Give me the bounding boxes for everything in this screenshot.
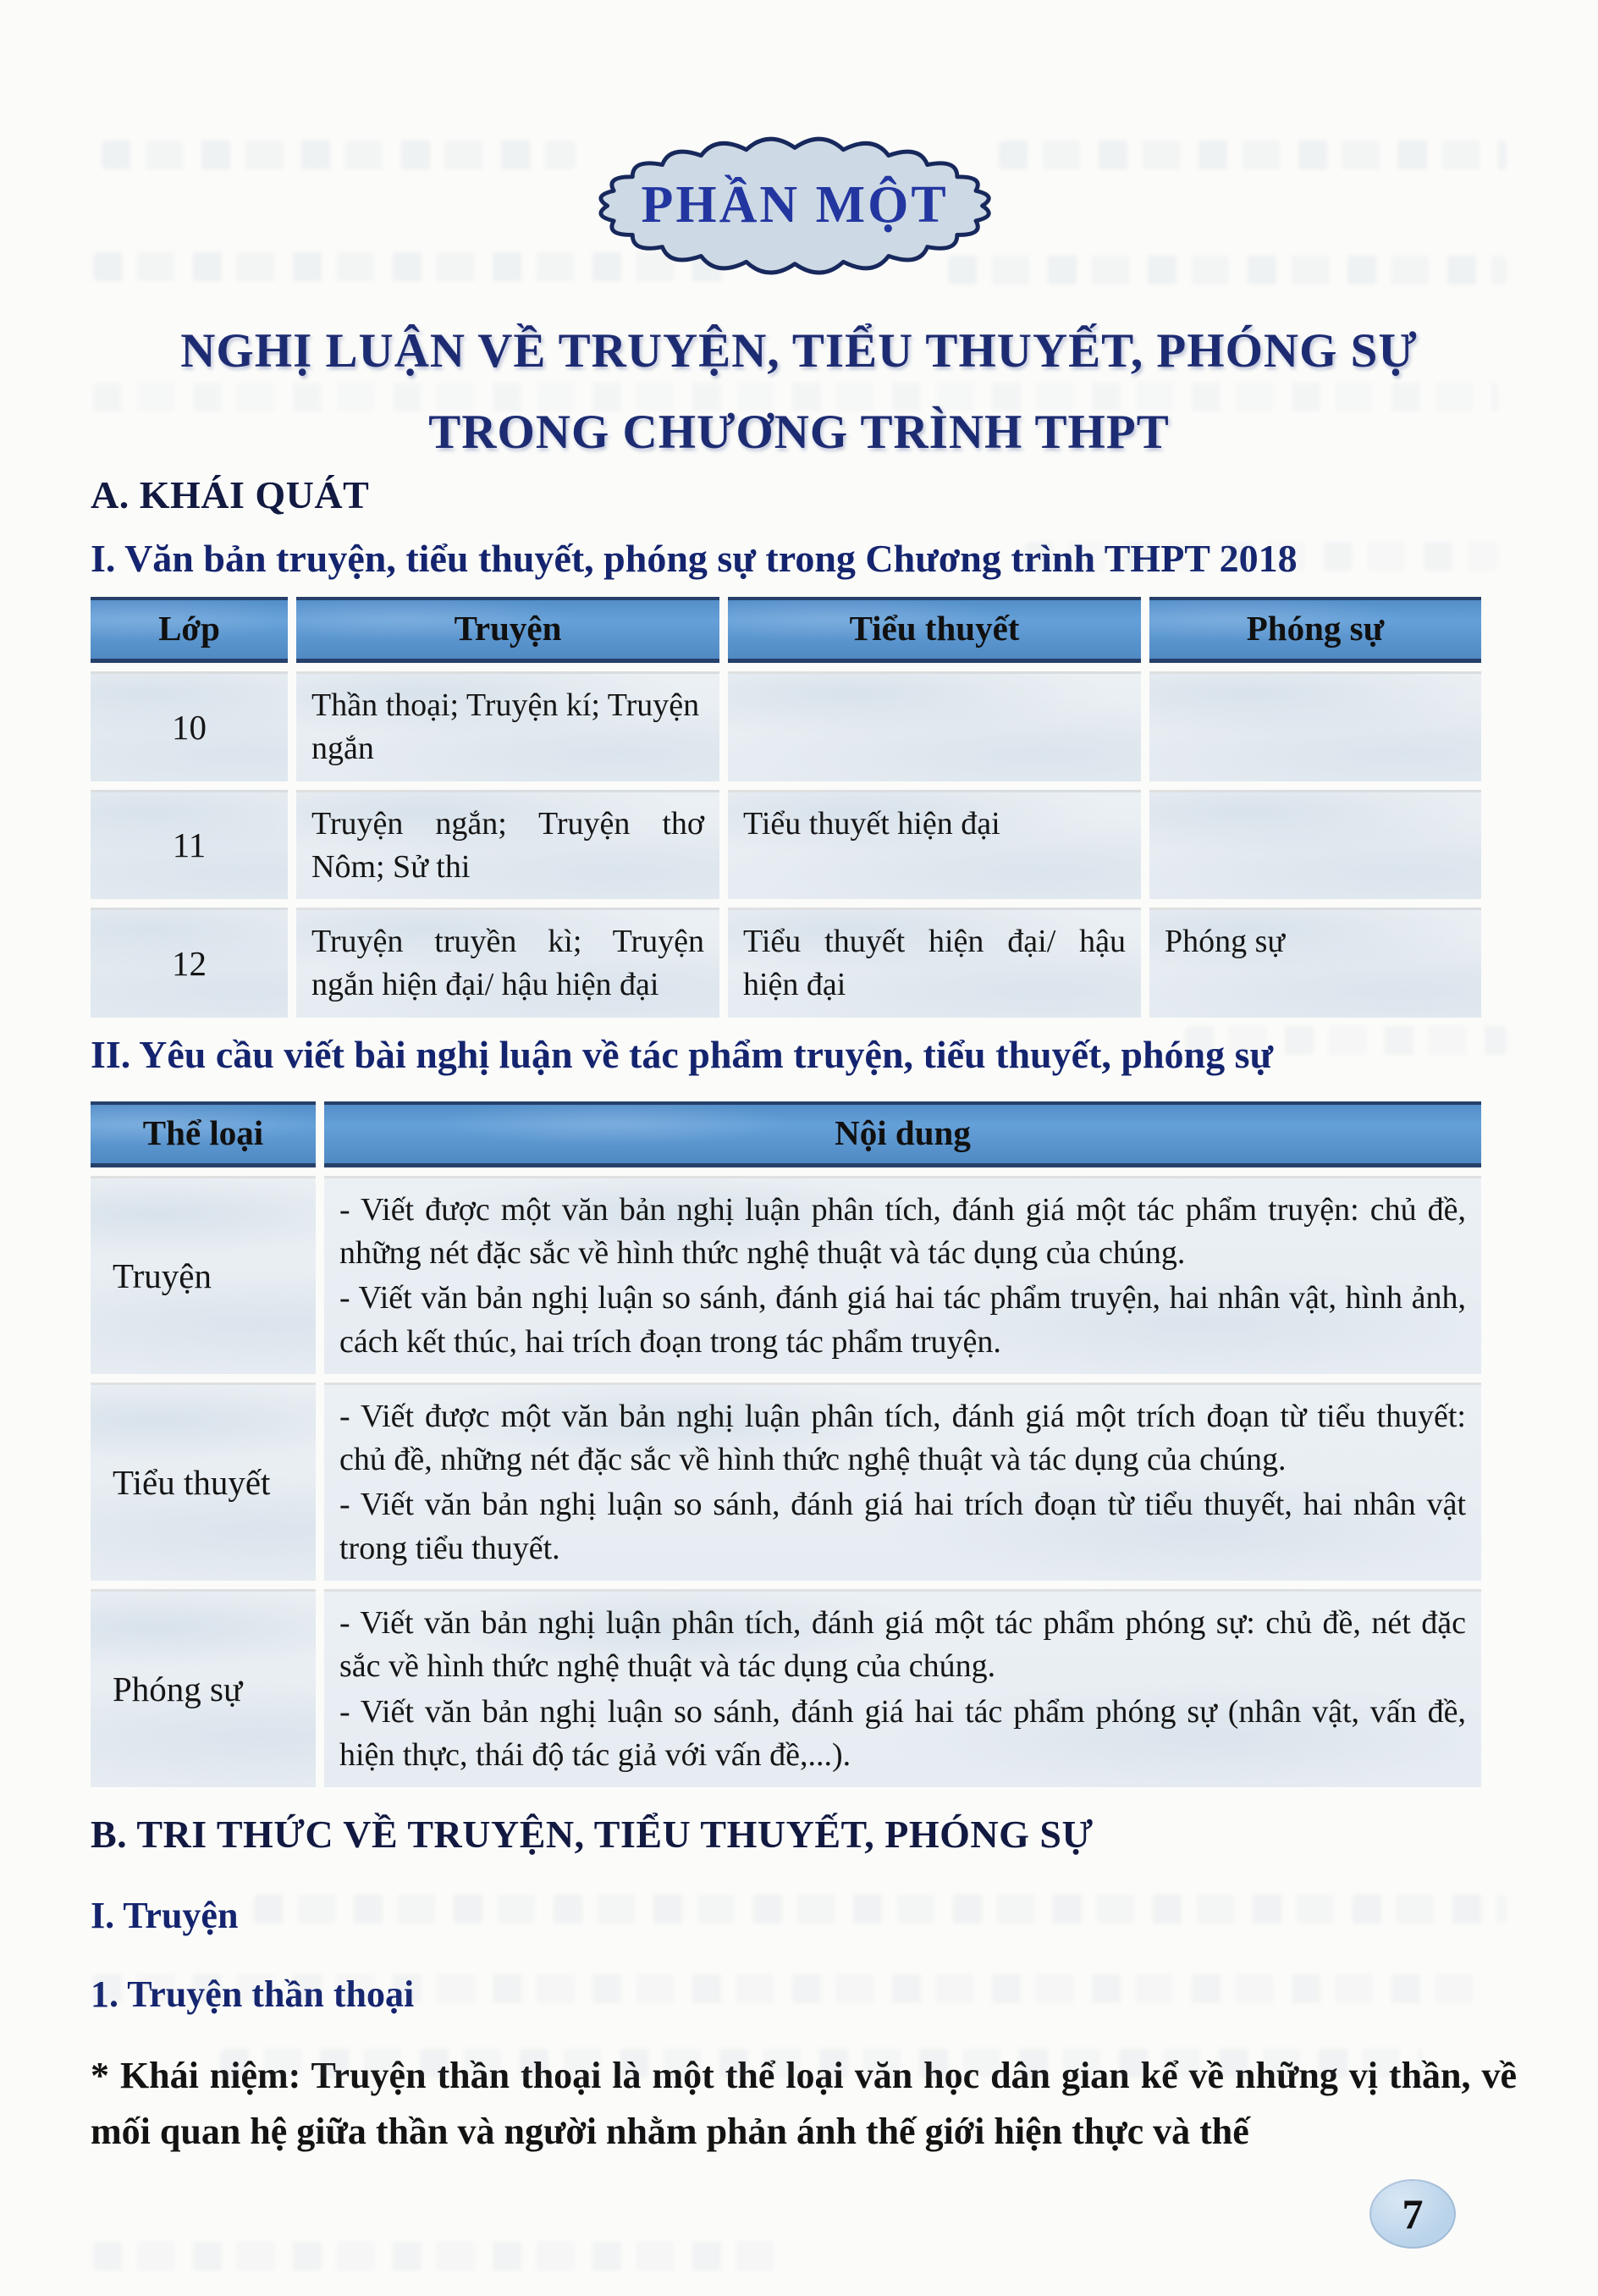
curriculum-table-header-reportage: Phóng sự (1149, 597, 1481, 663)
page-number-badge (1369, 2179, 1456, 2249)
requirement-bullet: - Viết văn bản nghị luận so sánh, đánh giá hai tác phẩm truyện, hai nhân vật, hình ảnh, cách kết thúc, hai trích đoạn trong tác phẩm truyện. (339, 1280, 1466, 1360)
bleed-through-texture (102, 141, 576, 169)
table-cell-story: Thần thoại; Truyện kí; Truyện ngắn (296, 671, 719, 781)
table-cell-reportage (1149, 790, 1481, 900)
table-cell-genre: Tiểu thuyết (91, 1383, 316, 1581)
chapter-title-line2: TRONG CHƯƠNG TRÌNH THPT (428, 405, 1170, 459)
table-cell-genre: Phóng sự (91, 1589, 316, 1787)
table-cell-content (324, 1383, 1481, 1581)
bleed-through-texture (948, 256, 1507, 284)
table-cell-genre: Truyện (91, 1176, 316, 1374)
table-cell-reportage: Phóng sự (1149, 908, 1481, 1018)
table-cell-story: Truyện ngắn; Truyện thơ Nôm; Sử thi (296, 790, 719, 900)
part-badge-label: PHẦN MỘT (641, 175, 949, 234)
requirements-table-header-content: Nội dung (324, 1101, 1481, 1167)
bleed-through-texture (999, 141, 1507, 169)
curriculum-table (91, 597, 1481, 1018)
section-b-1-heading: 1. Truyện thần thoại (91, 1973, 415, 2015)
requirement-bullet: - Viết được một văn bản nghị luận phân tích, đánh giá một trích đoạn từ tiểu thuyết: chủ đề, những nét đặc sắc về hình thức nghệ thuật và tác dụng của chúng. (339, 1398, 1466, 1478)
part-badge (587, 127, 1002, 288)
table-cell-content (324, 1589, 1481, 1787)
table-cell-grade: 11 (91, 790, 288, 900)
table-cell-content (324, 1176, 1481, 1374)
table-cell-grade: 12 (91, 908, 288, 1018)
table-cell-novel (728, 671, 1141, 781)
table-cell-grade: 10 (91, 671, 288, 781)
curriculum-table-header-novel: Tiểu thuyết (728, 597, 1141, 663)
chapter-title-line1: NGHỊ LUẬN VỀ TRUYỆN, TIỂU THUYẾT, PHÓNG SỰ (180, 324, 1418, 378)
table-cell-reportage (1149, 671, 1481, 781)
curriculum-table-header-story: Truyện (296, 597, 719, 663)
table-cell-novel: Tiểu thuyết hiện đại/ hậu hiện đại (728, 908, 1141, 1018)
section-i-heading: I. Văn bản truyện, tiểu thuyết, phóng sự trong Chương trình THPT 2018 (91, 536, 1298, 580)
requirements-table-header-genre: Thể loại (91, 1101, 316, 1167)
table-cell-novel: Tiểu thuyết hiện đại (728, 790, 1141, 900)
chapter-title (0, 322, 1598, 461)
curriculum-table-header-grade: Lớp (91, 597, 288, 663)
page-number: 7 (1402, 2190, 1424, 2238)
section-ii-heading: II. Yêu cầu viết bài nghị luận về tác phẩm truyện, tiểu thuyết, phóng sự (91, 1032, 1274, 1076)
requirement-bullet: - Viết văn bản nghị luận so sánh, đánh giá hai tác phẩm phóng sự (nhân vật, vấn đề, hiện thực, thái độ tác giả với vấn đề,...). (339, 1693, 1466, 1773)
requirement-bullet: - Viết được một văn bản nghị luận phân tích, đánh giá một tác phẩm truyện: chủ đề, những nét đặc sắc về hình thức nghệ thuật và tác dụng của chúng. (339, 1191, 1466, 1271)
section-a-heading: A. KHÁI QUÁT (91, 473, 370, 517)
table-cell-story: Truyện truyền kì; Truyện ngắn hiện đại/ hậu hiện đại (296, 908, 719, 1018)
section-b-heading: B. TRI THỨC VỀ TRUYỆN, TIỂU THUYẾT, PHÓNG SỰ (91, 1813, 1094, 1857)
requirement-bullet: - Viết văn bản nghị luận so sánh, đánh giá hai trích đoạn từ tiểu thuyết, hai nhân vật trong tiểu thuyết. (339, 1487, 1466, 1566)
requirement-bullet: - Viết văn bản nghị luận phân tích, đánh giá một tác phẩm phóng sự: chủ đề, nét đặc sắc về hình thức nghệ thuật và tác dụng của chúng. (339, 1605, 1466, 1685)
concept-paragraph: * Khái niệm: Truyện thần thoại là một thể loại văn học dân gian kể về những vị thần, về mối quan hệ giữa thần và người nhằm phản ánh thế giới hiện thực và thế (91, 2055, 1517, 2153)
requirements-table (91, 1101, 1481, 1788)
bleed-through-texture (93, 2242, 787, 2271)
section-b-i-heading: I. Truyện (91, 1895, 239, 1937)
